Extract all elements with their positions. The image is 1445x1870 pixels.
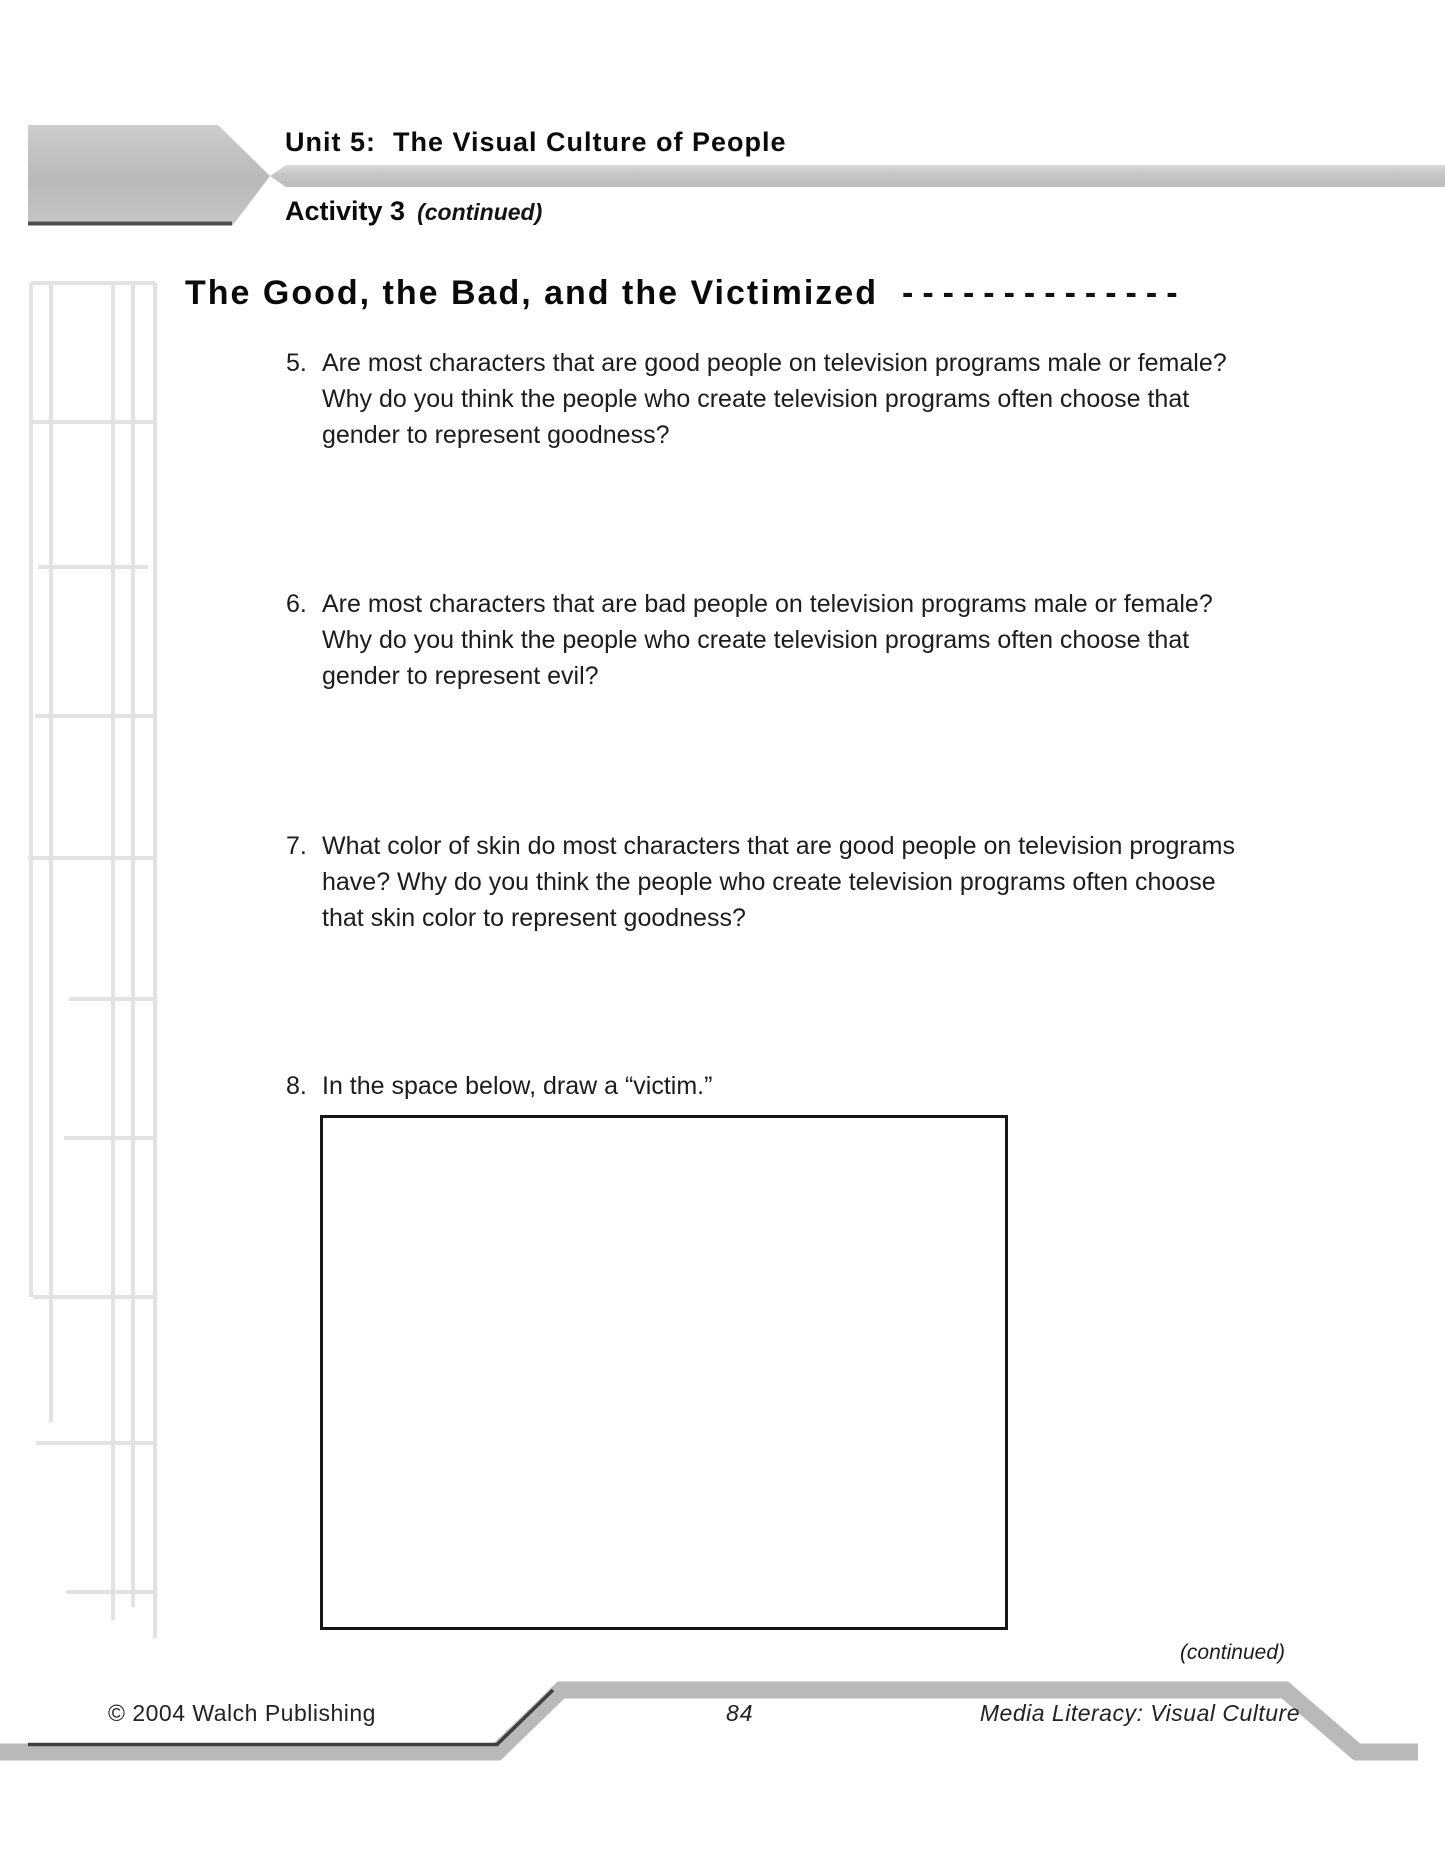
question-5-line-2: Why do you think the people who create television programs often choose that: [322, 385, 1190, 413]
question-5: [286, 345, 1227, 453]
question-7-line-1: What color of skin do most characters that are good people on television programs: [322, 832, 1235, 860]
question-5-line-1: Are most characters that are good people on television programs male or female?: [322, 349, 1227, 377]
activity-label: Activity 3: [285, 196, 406, 226]
question-7-number: 7.: [286, 832, 307, 860]
unit-title: Unit 5: The Visual Culture of People: [285, 127, 787, 157]
question-7-line-3: that skin color to represent goodness?: [322, 904, 746, 932]
question-8-line-1: In the space below, draw a “victim.”: [322, 1072, 713, 1100]
footer-page-number: 84: [726, 1700, 754, 1726]
question-6-line-2: Why do you think the people who create television programs often choose that: [322, 626, 1190, 654]
header-band: [270, 165, 1445, 187]
question-6-number: 6.: [286, 590, 307, 618]
question-8-number: 8.: [286, 1072, 307, 1100]
question-6-line-1: Are most characters that are bad people on television programs male or female?: [322, 590, 1213, 618]
worksheet-title-text: The Good, the Bad, and the Victimized: [185, 274, 878, 312]
question-8: [286, 1068, 713, 1104]
drawing-box: [320, 1115, 1008, 1630]
question-5-line-3: gender to represent goodness?: [322, 421, 670, 449]
header-arrow-block: [28, 125, 270, 225]
question-6: [286, 586, 1213, 694]
page-continued-note: (continued): [1179, 1641, 1285, 1664]
worksheet-title: [185, 274, 1187, 313]
activity-continued-note: (continued): [417, 199, 543, 225]
question-5-number: 5.: [286, 349, 307, 377]
footer-book-title: Media Literacy: Visual Culture: [979, 1700, 1300, 1726]
question-6-line-3: gender to represent evil?: [322, 662, 599, 690]
question-7-line-2: have? Why do you think the people who create television programs often choose: [322, 868, 1216, 896]
question-7: [286, 828, 1235, 936]
title-dash-rule: --------------: [902, 274, 1187, 312]
margin-grid: [28, 283, 157, 1638]
footer-copyright: © 2004 Walch Publishing: [108, 1700, 376, 1726]
activity-heading: [285, 196, 542, 227]
